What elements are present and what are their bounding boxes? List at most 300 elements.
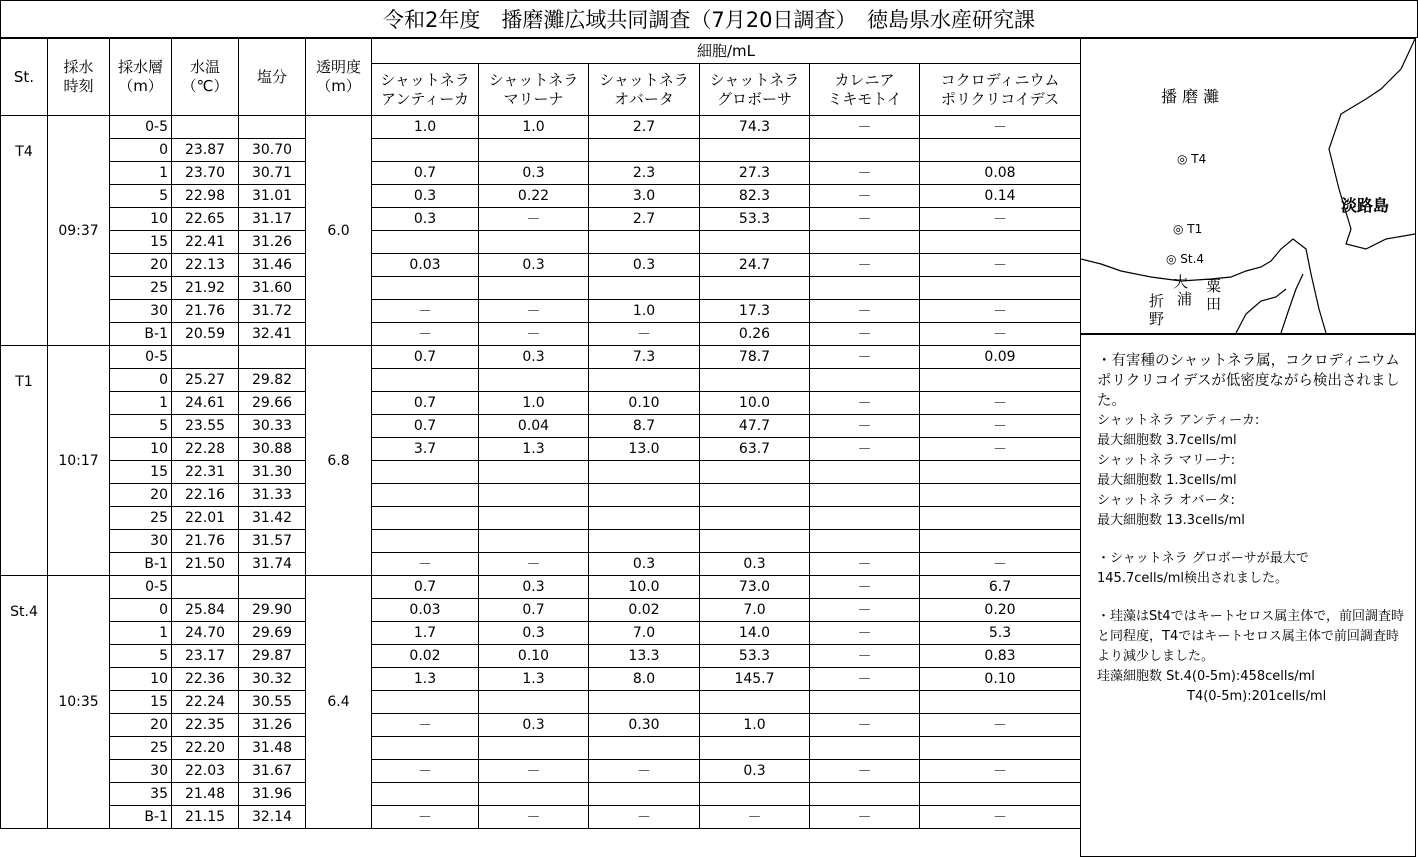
header-cells: 細胞/mL [372,39,1081,64]
salinity-cell: 31.74 [239,553,306,576]
header-species: カレニア ミキモトイ [810,64,920,116]
cell-count [479,461,589,484]
cell-count: 78.7 [700,346,810,369]
cell-count [372,737,479,760]
cell-count: 2.7 [589,208,700,231]
cell-count [372,691,479,714]
cell-count: 0.02 [589,599,700,622]
cell-count: 0.3 [479,254,589,277]
cell-count: － [479,208,589,231]
cell-count: 47.7 [700,415,810,438]
page-title: 令和2年度 播磨灘広域共同調査（7月20日調査） 徳島県水産研究課 [0,0,1418,38]
cell-count [479,530,589,553]
salinity-cell: 31.30 [239,461,306,484]
table-row [1,668,1081,691]
cell-count: － [700,806,810,829]
salinity-cell: 30.55 [239,691,306,714]
cell-count: 10.0 [589,576,700,599]
cell-count: 8.7 [589,415,700,438]
temp-cell: 21.15 [172,806,239,829]
temp-cell: 23.17 [172,645,239,668]
cell-count [700,231,810,254]
cell-count [589,231,700,254]
cell-count: 0.3 [372,208,479,231]
cell-count [479,691,589,714]
depth-cell: 25 [110,507,172,530]
table-row [1,507,1081,530]
salinity-cell: 32.14 [239,806,306,829]
depth-cell: 0 [110,369,172,392]
cell-count [920,231,1081,254]
salinity-cell: 29.82 [239,369,306,392]
salinity-cell: 31.26 [239,714,306,737]
salinity-cell: 29.90 [239,599,306,622]
cell-count: － [920,806,1081,829]
cell-count [589,277,700,300]
cell-count [479,369,589,392]
place-label: 折 [1149,292,1165,310]
cell-count: 0.3 [372,185,479,208]
station-name: T4 [1,116,48,346]
temp-cell: 22.16 [172,484,239,507]
cell-count: 0.3 [479,576,589,599]
cell-count: － [589,806,700,829]
cell-count: 0.03 [372,254,479,277]
table-row [1,139,1081,162]
temp-cell: 24.70 [172,622,239,645]
cell-count: － [810,346,920,369]
cell-count: 82.3 [700,185,810,208]
cell-count [810,691,920,714]
cell-count [920,783,1081,806]
place-label: 粟 [1206,277,1222,295]
cell-count [700,691,810,714]
cell-count: 24.7 [700,254,810,277]
cell-count [810,530,920,553]
cell-count [810,484,920,507]
cell-count: 3.7 [372,438,479,461]
cell-count: － [810,599,920,622]
cell-count [372,369,479,392]
cell-count [589,484,700,507]
cell-count: － [810,438,920,461]
cell-count: － [810,185,920,208]
temp-cell: 23.87 [172,139,239,162]
cell-count: 2.3 [589,162,700,185]
cell-count [810,461,920,484]
salinity-cell: 32.41 [239,323,306,346]
station-marker-t4: ◎ T4 [1177,152,1207,166]
cell-count: － [810,116,920,139]
cell-count: 0.3 [479,346,589,369]
header-species: コクロディニウム ポリクリコイデス [920,64,1081,116]
salinity-cell: 31.57 [239,530,306,553]
station-name: St.4 [1,576,48,829]
salinity-cell: 31.60 [239,277,306,300]
cell-count: 0.09 [920,346,1081,369]
cell-count: － [810,714,920,737]
sea-label: 播 磨 灘 [1161,87,1220,106]
salinity-cell: 31.33 [239,484,306,507]
cell-count: 8.0 [589,668,700,691]
cell-count [810,737,920,760]
cell-count [589,783,700,806]
place-label: 浦 [1177,290,1193,308]
header-species: シャットネラ オバータ [589,64,700,116]
cell-count: 7.0 [589,622,700,645]
cell-count: － [810,806,920,829]
cell-count [372,530,479,553]
depth-cell: 15 [110,691,172,714]
depth-cell: 10 [110,438,172,461]
temp-cell: 22.24 [172,691,239,714]
cell-count [700,507,810,530]
cell-count [479,139,589,162]
salinity-cell: 31.48 [239,737,306,760]
cell-count [372,783,479,806]
cell-count [920,461,1081,484]
table-row [1,231,1081,254]
cell-count: － [920,116,1081,139]
cell-count: 0.7 [372,346,479,369]
note-text: シャットネラ アンティーカ: [1097,413,1260,428]
header-salinity: 塩分 [239,39,306,116]
table-row [1,185,1081,208]
temp-cell: 22.03 [172,760,239,783]
station-marker-t1: ◎ T1 [1173,222,1203,236]
cell-count [372,507,479,530]
cell-count: － [920,553,1081,576]
salinity-cell: 30.33 [239,415,306,438]
salinity-cell: 29.69 [239,622,306,645]
cell-count: 1.0 [479,392,589,415]
temp-cell [172,116,239,139]
transparency-cell: 6.4 [306,576,372,829]
header-time: 採水 時刻 [48,39,110,116]
cell-count [700,461,810,484]
cell-count [700,369,810,392]
temp-cell: 24.61 [172,392,239,415]
cell-count [810,231,920,254]
cell-count: － [810,622,920,645]
cell-count: － [920,438,1081,461]
cell-count: 1.3 [372,668,479,691]
note-text: ・珪藻はSt4ではキートセロス属主体で，前回調査時と同程度，T4ではキートセロス属主体で前回調査時より減少しました。 [1097,609,1404,664]
table-row [1,162,1081,185]
cell-count: － [479,323,589,346]
salinity-cell: 30.88 [239,438,306,461]
depth-cell: 5 [110,645,172,668]
cell-count: 74.3 [700,116,810,139]
depth-cell: 10 [110,668,172,691]
cell-count [920,277,1081,300]
note-text: 最大細胞数 1.3cells/ml [1097,473,1237,488]
cell-count [589,507,700,530]
salinity-cell: 31.01 [239,185,306,208]
transparency-cell: 6.8 [306,346,372,576]
salinity-cell: 31.26 [239,231,306,254]
salinity-cell: 30.71 [239,162,306,185]
cell-count: － [479,806,589,829]
depth-cell: 20 [110,714,172,737]
depth-cell: 0 [110,139,172,162]
cell-count: 0.22 [479,185,589,208]
cell-count: 0.04 [479,415,589,438]
temp-cell: 25.84 [172,599,239,622]
cell-count: － [372,553,479,576]
depth-cell: B-1 [110,323,172,346]
cell-count: － [920,208,1081,231]
salinity-cell: 31.17 [239,208,306,231]
cell-count: － [810,760,920,783]
cell-count: 0.30 [589,714,700,737]
cell-count: － [810,645,920,668]
salinity-cell: 31.67 [239,760,306,783]
cell-count: 0.10 [589,392,700,415]
cell-count [589,737,700,760]
depth-cell: 25 [110,277,172,300]
cell-count [589,139,700,162]
temp-cell: 21.76 [172,300,239,323]
temp-cell: 22.28 [172,438,239,461]
temp-cell: 22.41 [172,231,239,254]
cell-count [810,507,920,530]
cell-count [810,369,920,392]
cell-count: － [810,162,920,185]
temp-cell: 21.76 [172,530,239,553]
temp-cell: 22.35 [172,714,239,737]
salinity-cell [239,346,306,369]
cell-count: 10.0 [700,392,810,415]
table-row [1,783,1081,806]
salinity-cell: 29.87 [239,645,306,668]
cell-count: － [810,300,920,323]
depth-cell: 20 [110,484,172,507]
cell-count [479,231,589,254]
depth-cell: B-1 [110,806,172,829]
cell-count: 0.7 [372,392,479,415]
note-text: シャットネラ マリーナ: [1097,453,1236,468]
cell-count: － [589,323,700,346]
depth-cell: 15 [110,231,172,254]
depth-cell: 15 [110,461,172,484]
cell-count [479,507,589,530]
cell-count: 53.3 [700,208,810,231]
salinity-cell: 30.32 [239,668,306,691]
cell-count: 0.3 [589,254,700,277]
depth-cell: 30 [110,300,172,323]
survey-table [0,38,1081,829]
table-row [1,300,1081,323]
cell-count [372,139,479,162]
cell-count: － [920,254,1081,277]
cell-count: 0.10 [479,645,589,668]
cell-count: 0.14 [920,185,1081,208]
cell-count: 0.3 [700,760,810,783]
cell-count: － [589,760,700,783]
cell-count: 0.02 [372,645,479,668]
place-label: 田 [1206,295,1222,313]
cell-count: 27.3 [700,162,810,185]
temp-cell: 22.65 [172,208,239,231]
cell-count: － [920,392,1081,415]
cell-count [920,530,1081,553]
cell-count: 0.3 [479,162,589,185]
depth-cell: 5 [110,415,172,438]
table-row [1,645,1081,668]
temp-cell [172,346,239,369]
cell-count [589,461,700,484]
cell-count: － [810,323,920,346]
cell-count: 145.7 [700,668,810,691]
cell-count: － [810,668,920,691]
cell-count: 0.3 [700,553,810,576]
cell-count: 3.0 [589,185,700,208]
table-row [1,691,1081,714]
cell-count: － [810,208,920,231]
cell-count [589,369,700,392]
cell-count: 0.7 [479,599,589,622]
cell-count: － [372,300,479,323]
cell-count [700,783,810,806]
depth-cell: 0-5 [110,346,172,369]
table-row [1,806,1081,829]
header-transparency: 透明度 （m） [306,39,372,116]
table-row [1,576,1081,599]
cell-count: － [920,760,1081,783]
cell-count: － [920,714,1081,737]
header-species: シャットネラ マリーナ [479,64,589,116]
cell-count [810,139,920,162]
salinity-cell: 31.42 [239,507,306,530]
transparency-cell: 6.0 [306,116,372,346]
cell-count: 63.7 [700,438,810,461]
cell-count [700,139,810,162]
cell-count: 0.7 [372,415,479,438]
cell-count: － [810,576,920,599]
depth-cell: 5 [110,185,172,208]
place-label: 大 [1173,273,1189,291]
note-text: シャットネラ オバータ: [1097,493,1235,508]
header-layer: 採水層 （m） [110,39,172,116]
salinity-cell: 31.72 [239,300,306,323]
table-row [1,346,1081,369]
cell-count [372,484,479,507]
cell-count [810,783,920,806]
map-panel [1080,38,1416,334]
cell-count: 1.0 [589,300,700,323]
coastline-awaji [1329,39,1415,249]
cell-count: 5.3 [920,622,1081,645]
cell-count: 1.0 [700,714,810,737]
note-text: 145.7cells/ml検出されました。 [1097,571,1289,586]
cell-count: 7.0 [700,599,810,622]
cell-count [810,277,920,300]
cell-count: 1.0 [479,116,589,139]
sampling-time: 09:37 [48,116,110,346]
salinity-cell [239,116,306,139]
header-temp: 水温 （℃） [172,39,239,116]
salinity-cell: 31.96 [239,783,306,806]
cell-count [479,783,589,806]
cell-count: 0.26 [700,323,810,346]
cell-count: 1.3 [479,438,589,461]
temp-cell [172,576,239,599]
table-row [1,116,1081,139]
cell-count [700,277,810,300]
depth-cell: 1 [110,622,172,645]
table-row [1,737,1081,760]
sampling-time: 10:35 [48,576,110,829]
temp-cell: 21.92 [172,277,239,300]
depth-cell: 30 [110,760,172,783]
cell-count: 17.3 [700,300,810,323]
table-row [1,277,1081,300]
cell-count [700,530,810,553]
header-st: St. [1,39,48,116]
cell-count: 0.3 [479,622,589,645]
cell-count [700,737,810,760]
temp-cell: 22.98 [172,185,239,208]
cell-count [479,737,589,760]
temp-cell: 23.70 [172,162,239,185]
cell-count: － [372,323,479,346]
depth-cell: 0-5 [110,576,172,599]
depth-cell: 0 [110,599,172,622]
cell-count: 0.83 [920,645,1081,668]
cell-count: － [810,254,920,277]
cell-count: 0.03 [372,599,479,622]
table-row [1,254,1081,277]
table-row [1,553,1081,576]
station-marker-st4: ◎ St.4 [1166,252,1205,266]
table-row [1,438,1081,461]
depth-cell: 20 [110,254,172,277]
cell-count: － [372,760,479,783]
note-text: T4(0-5m):201cells/ml [1187,689,1327,704]
table-row [1,369,1081,392]
cell-count: － [920,323,1081,346]
cell-count: － [372,714,479,737]
cell-count: 0.08 [920,162,1081,185]
cell-count: － [810,415,920,438]
note-text: ・シャットネラ グロボーサが最大で [1097,551,1309,566]
salinity-cell: 30.70 [239,139,306,162]
table-row [1,415,1081,438]
cell-count: 0.20 [920,599,1081,622]
cell-count: 0.7 [372,576,479,599]
temp-cell: 22.36 [172,668,239,691]
cell-count [479,484,589,507]
cell-count: － [920,300,1081,323]
cell-count: － [810,553,920,576]
cell-count: 53.3 [700,645,810,668]
cell-count: 13.0 [589,438,700,461]
cell-count [920,139,1081,162]
cell-count: 13.3 [589,645,700,668]
table-row [1,461,1081,484]
note-text: 最大細胞数 3.7cells/ml [1097,433,1237,448]
depth-cell: 25 [110,737,172,760]
temp-cell: 22.13 [172,254,239,277]
cell-count [920,369,1081,392]
place-label: 野 [1149,310,1165,328]
cell-count: 7.3 [589,346,700,369]
temp-cell: 22.01 [172,507,239,530]
temp-cell: 22.20 [172,737,239,760]
cell-count [700,484,810,507]
table-row [1,208,1081,231]
